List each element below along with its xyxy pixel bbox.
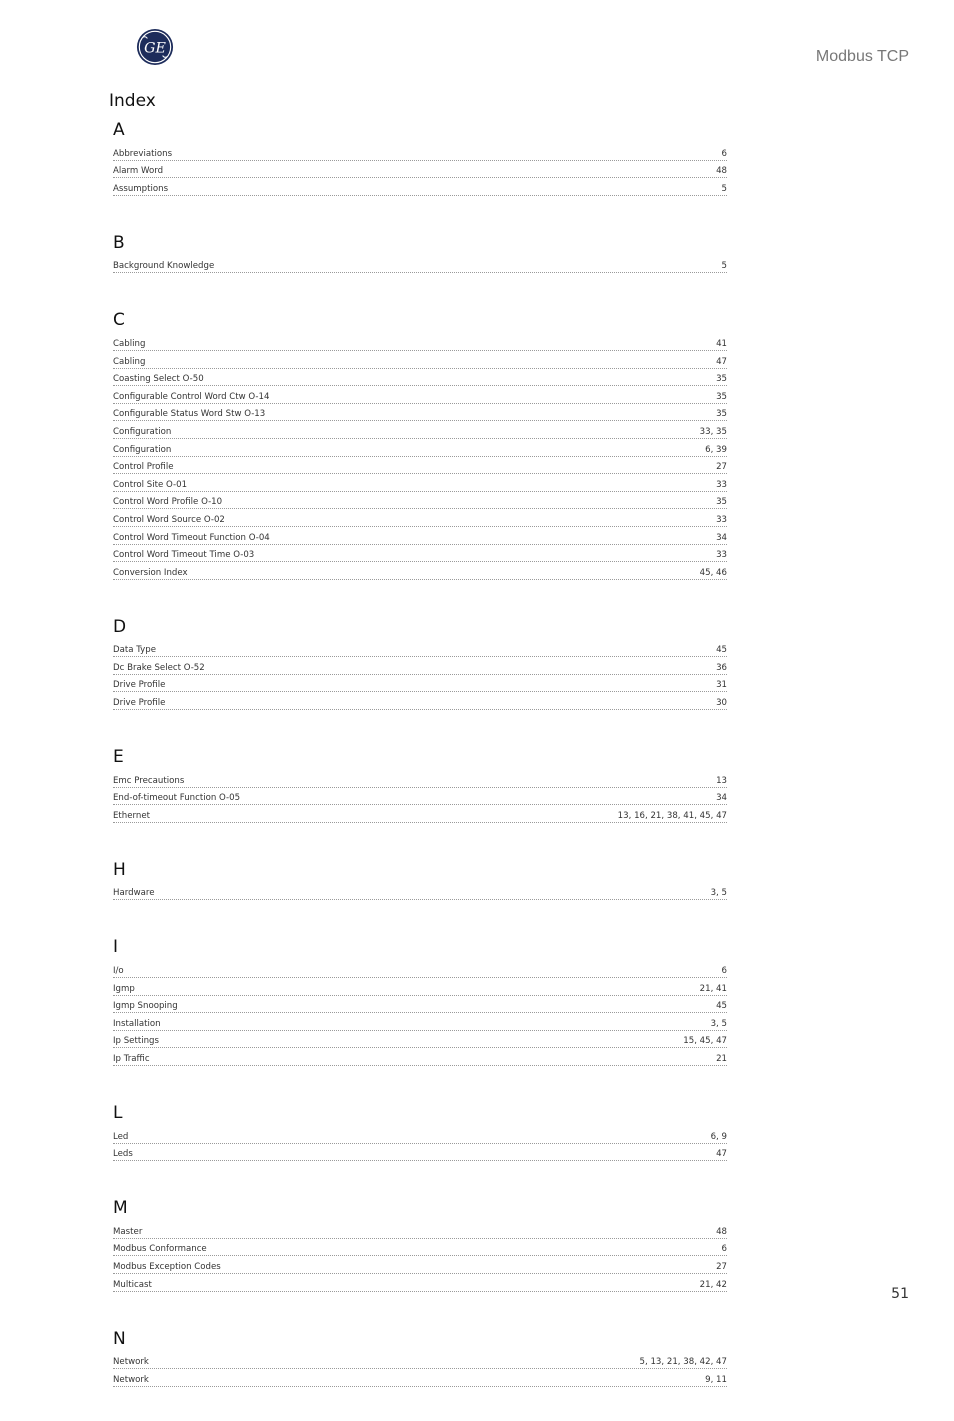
index-entry[interactable]: [113, 439, 727, 457]
index-entry-term: Igmp: [113, 983, 135, 994]
index-entry-term: Background Knowledge: [113, 261, 215, 272]
index-entry-term: Master: [113, 1226, 143, 1237]
index-entry[interactable]: [113, 457, 727, 475]
index-entry-pages: 33, 35: [699, 426, 727, 437]
index-section-n: [113, 1326, 727, 1387]
section-letter: L: [113, 1103, 123, 1123]
index-entry[interactable]: [113, 1013, 727, 1031]
index-entry-term: Control Word Profile O-10: [113, 497, 223, 508]
index-entry-term: Cabling: [113, 356, 146, 367]
index-entry-term: Multicast: [113, 1279, 152, 1290]
index-entry[interactable]: [113, 788, 727, 806]
index-entry-pages: 6, 9: [710, 1131, 727, 1142]
section-letter: B: [113, 232, 125, 253]
index-entry-pages: 15, 45, 47: [683, 1036, 727, 1047]
index-entry-pages: 34: [716, 793, 727, 804]
section-letter: I: [113, 937, 119, 958]
index-entry[interactable]: [113, 675, 727, 693]
index-entry-pages: 33: [716, 514, 727, 525]
document-title: Modbus TCP: [815, 48, 909, 65]
index-entry-term: Alarm Word: [113, 166, 164, 177]
index-entry-term: Igmp Snooping: [113, 1001, 178, 1012]
index-entry[interactable]: [113, 351, 727, 369]
index-section-m: [113, 1195, 727, 1291]
index-entry[interactable]: [113, 333, 727, 351]
index-entry-term: Coasting Select O-50: [113, 374, 204, 385]
ge-logo-icon: [136, 28, 174, 66]
index-entry-pages: 21: [716, 1054, 727, 1064]
index-section-l: [113, 1100, 727, 1161]
index-entry[interactable]: [113, 178, 727, 196]
index-entry-term: Ip Traffic: [113, 1054, 150, 1064]
index-entry-pages: 31: [716, 680, 727, 691]
index-entry-pages: 48: [716, 1226, 727, 1237]
index-entry[interactable]: [113, 1048, 727, 1066]
index-entry[interactable]: [113, 369, 727, 387]
index-entry[interactable]: [113, 404, 727, 422]
index-entry-pages: 35: [716, 374, 727, 385]
index-entry-term: Configuration: [113, 444, 172, 455]
index-entry-pages: 35: [716, 497, 727, 508]
index-entry-pages: 34: [716, 532, 727, 543]
index-entry[interactable]: [113, 640, 727, 658]
index-entry[interactable]: [113, 562, 727, 580]
index-entry[interactable]: [113, 1369, 727, 1387]
index-entry[interactable]: [113, 805, 727, 823]
index-entry[interactable]: [113, 386, 727, 404]
index-entry-pages: 9, 11: [705, 1374, 727, 1385]
index-entry-pages: 30: [716, 698, 727, 709]
index-entry-pages: 36: [716, 662, 727, 673]
index-entry-pages: 27: [716, 1261, 727, 1272]
index-entry-term: Abbreviations: [113, 148, 173, 159]
index-entry-pages: 41: [716, 338, 727, 349]
index-entry[interactable]: [113, 978, 727, 996]
index-entry-term: Hardware: [113, 888, 155, 899]
index-entry[interactable]: [113, 1031, 727, 1049]
index-entry[interactable]: [113, 1126, 727, 1144]
index-entry-term: Drive Profile: [113, 680, 166, 691]
index-entry[interactable]: [113, 474, 727, 492]
page-number: 51: [891, 1286, 909, 1302]
index-entry-term: Assumptions: [113, 183, 169, 194]
index-entry[interactable]: [113, 996, 727, 1014]
index-entry[interactable]: [113, 657, 727, 675]
section-letter: H: [113, 859, 126, 880]
index-entry-term: Emc Precautions: [113, 775, 185, 786]
index-entry-pages: 13, 16, 21, 38, 41, 45, 47: [617, 810, 727, 821]
ge-logo-text: GE: [144, 40, 166, 57]
index-entry-term: End-of-timeout Function O-05: [113, 793, 241, 804]
index-entry[interactable]: [113, 527, 727, 545]
index-section-i: [113, 934, 727, 1066]
index-entry-term: Cabling: [113, 338, 146, 349]
index-entry[interactable]: [113, 1144, 727, 1162]
index-entry[interactable]: [113, 421, 727, 439]
index-entry-term: Dc Brake Select O-52: [113, 662, 205, 673]
index-entry-pages: 33: [716, 550, 727, 561]
index-entry-term: Control Profile: [113, 462, 174, 473]
index-entry[interactable]: [113, 692, 727, 710]
index-entry-pages: 3, 5: [710, 1018, 727, 1029]
index-entry[interactable]: [113, 492, 727, 510]
index-entry-pages: 48: [716, 166, 727, 177]
index-entry-term: Led: [113, 1131, 129, 1142]
section-letter: M: [113, 1198, 128, 1219]
index-entry-pages: 6: [721, 966, 727, 977]
index-entry[interactable]: [113, 1239, 727, 1257]
index-entry-term: Control Word Timeout Time O-03: [113, 550, 255, 561]
index-entry-term: Configuration: [113, 426, 172, 437]
index-section-d: [113, 614, 727, 710]
index-entry[interactable]: [113, 1352, 727, 1370]
section-letter: A: [113, 120, 125, 140]
section-letter: C: [113, 310, 125, 331]
index-entry-pages: 35: [716, 409, 727, 420]
index-entry-pages: 27: [716, 462, 727, 473]
index-entry-pages: 47: [716, 1149, 727, 1160]
index-entry-pages: 5: [721, 183, 727, 194]
section-letter: N: [113, 1328, 126, 1349]
index-entry[interactable]: [113, 770, 727, 788]
index-entry[interactable]: [113, 509, 727, 527]
index-entry[interactable]: [113, 1221, 727, 1239]
index-section-b: [113, 230, 727, 274]
index-entry-term: Network: [113, 1357, 149, 1368]
index-entry[interactable]: [113, 256, 727, 274]
index-entry-term: Configurable Control Word Ctw O-14: [113, 391, 270, 402]
index-entry-pages: 45: [716, 1001, 727, 1012]
index-entry[interactable]: [113, 1256, 727, 1274]
index-entry-term: Drive Profile: [113, 698, 166, 709]
index-entry-pages: 21, 41: [699, 983, 727, 994]
index-entry[interactable]: [113, 883, 727, 901]
index-entry-pages: 47: [716, 356, 727, 367]
index-entry-pages: 5, 13, 21, 38, 42, 47: [639, 1357, 727, 1368]
index-entry-pages: 33: [716, 479, 727, 490]
index-entry-term: Control Word Timeout Function O-04: [113, 532, 270, 543]
index-entry[interactable]: [113, 545, 727, 563]
index-entry-pages: 6: [721, 1244, 727, 1255]
index-entry-term: Modbus Conformance: [113, 1244, 207, 1255]
index-entry-term: Ethernet: [113, 810, 151, 821]
section-letter: E: [113, 747, 124, 768]
index-entry-pages: 6, 39: [705, 444, 727, 455]
index-entry[interactable]: [113, 1274, 727, 1292]
index-entry-term: Leds: [113, 1149, 133, 1160]
index-entry-pages: 3, 5: [710, 888, 727, 899]
index-title: Index: [109, 91, 156, 111]
index-entry-term: Network: [113, 1374, 149, 1385]
index-entry-pages: 45, 46: [699, 567, 727, 578]
index-entry-term: Control Site O-01: [113, 479, 188, 490]
index-entry-term: I/o: [113, 966, 124, 977]
index-entry[interactable]: [113, 143, 727, 161]
index-entry-term: Data Type: [113, 645, 156, 656]
index-entry-term: Modbus Exception Codes: [113, 1261, 221, 1272]
index-entry-term: Configurable Status Word Stw O-13: [113, 409, 266, 420]
index-entry-term: Conversion Index: [113, 567, 188, 578]
index-entry-pages: 5: [721, 261, 727, 272]
index-section-e: [113, 744, 727, 823]
index-entry-pages: 35: [716, 391, 727, 402]
index-section-a: [113, 117, 727, 196]
index-entry-pages: 45: [716, 645, 727, 656]
index-entry-term: Control Word Source O-02: [113, 514, 225, 525]
index-entry-term: Ip Settings: [113, 1036, 159, 1047]
index-entry-pages: 13: [716, 775, 727, 786]
section-letter: D: [113, 616, 127, 637]
index-section-h: [113, 857, 727, 901]
index-entry-term: Installation: [113, 1018, 161, 1029]
index-entry[interactable]: [113, 960, 727, 978]
index-body: [113, 117, 727, 1421]
index-section-c: [113, 307, 727, 579]
index-entry-pages: 6: [721, 148, 727, 159]
index-entry-pages: 21, 42: [699, 1279, 727, 1290]
index-entry[interactable]: [113, 161, 727, 179]
